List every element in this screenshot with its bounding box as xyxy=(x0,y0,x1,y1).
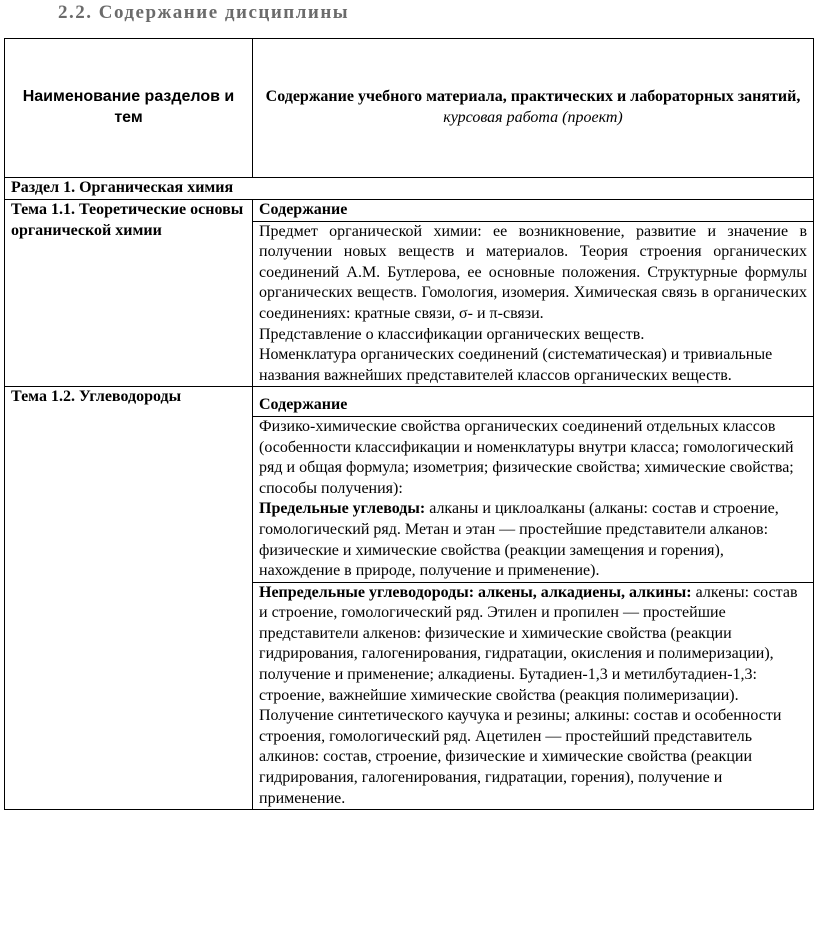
topic-1-title: Тема 1.1. Теоретические основы органической химии xyxy=(5,200,253,387)
topic-2-title: Тема 1.2. Углеводороды xyxy=(5,387,253,810)
topic-1-paragraph: Номенклатура органических соединений (систематическая) и тривиальные названия важнейших представителей классов органических веществ. xyxy=(259,346,773,384)
saturated-text: алканы и циклоалканы (алканы: состав и строение, гомологический ряд. Метан и этан — простейшие представители алканов: физические и химические свойства (реакции замещения и горения), нахождение в природе, получение и применение). xyxy=(259,500,779,580)
section-row xyxy=(5,178,814,200)
unsaturated-heading: Непредельные углеводороды: алкены, алкадиены, алкины: xyxy=(259,583,692,601)
header-col-content xyxy=(253,39,814,178)
saturated-heading: Предельные углеводы: xyxy=(259,500,426,518)
topic-2-label-row xyxy=(5,387,814,417)
table-header-row xyxy=(5,39,814,178)
topic-2-content-label: Содержание xyxy=(253,387,814,417)
topic-2-block-2 xyxy=(253,582,814,810)
topic-2-unsaturated xyxy=(259,583,807,810)
curriculum-table xyxy=(4,38,814,810)
topic-1-content xyxy=(253,221,814,387)
topic-1-paragraph: Представление о классификации органических веществ. xyxy=(259,325,645,343)
header-col-sections: Наименование разделов и тем xyxy=(5,39,253,178)
topic-1-content-label: Содержание xyxy=(253,200,814,222)
topic-2-saturated xyxy=(259,499,807,581)
section-heading: 2.2. Содержание дисциплины xyxy=(58,2,350,23)
header-content-italic: курсовая работа (проект) xyxy=(443,109,623,126)
topic-1-label-row xyxy=(5,200,814,222)
topic-1-paragraph: Предмет органической химии: ее возникновение, развитие и значение в получении новых веществ и материалов. Теория строения органических соединений А.М. Бутлерова, ее основные положения. Структурные формулы органических веществ. Гомология, изомерия. Химическая связь в органических соединениях: кратные связи, σ- и π-связи. xyxy=(259,222,807,322)
topic-2-intro: Физико-химические свойства органических соединений отдельных классов (особенности классификации и номенклатуры внутри класса; гомологический ряд и общая формула; изометрия; физические свойства; химические свойства; способы получения): xyxy=(259,417,794,497)
unsaturated-text: алкены: состав и строение, гомологический ряд. Этилен и пропилен — простейшие представители алкенов: физические и химические свойства (реакции гидрирования, галогенирования, гидратации, окисления и полимеризации), получение и применение; алкадиены. Бутадиен-1,3 и метилбутадиен-1,3: строение, важнейшие химические свойства (реакция полимеризации). Получение синтетического каучука и резины; алкины: состав и особенности строения, гомологический ряд. Ацетилен — простейший представитель алкинов: состав, строение, физические и химические свойства (реакции гидрирования, галогенирования, гидратации, горения), получение и применение. xyxy=(259,583,798,807)
section-title: Раздел 1. Органическая химия xyxy=(5,178,814,200)
topic-2-block-1 xyxy=(253,416,814,582)
header-content-bold: Содержание учебного материала, практических и лабораторных занятий, xyxy=(265,88,801,106)
